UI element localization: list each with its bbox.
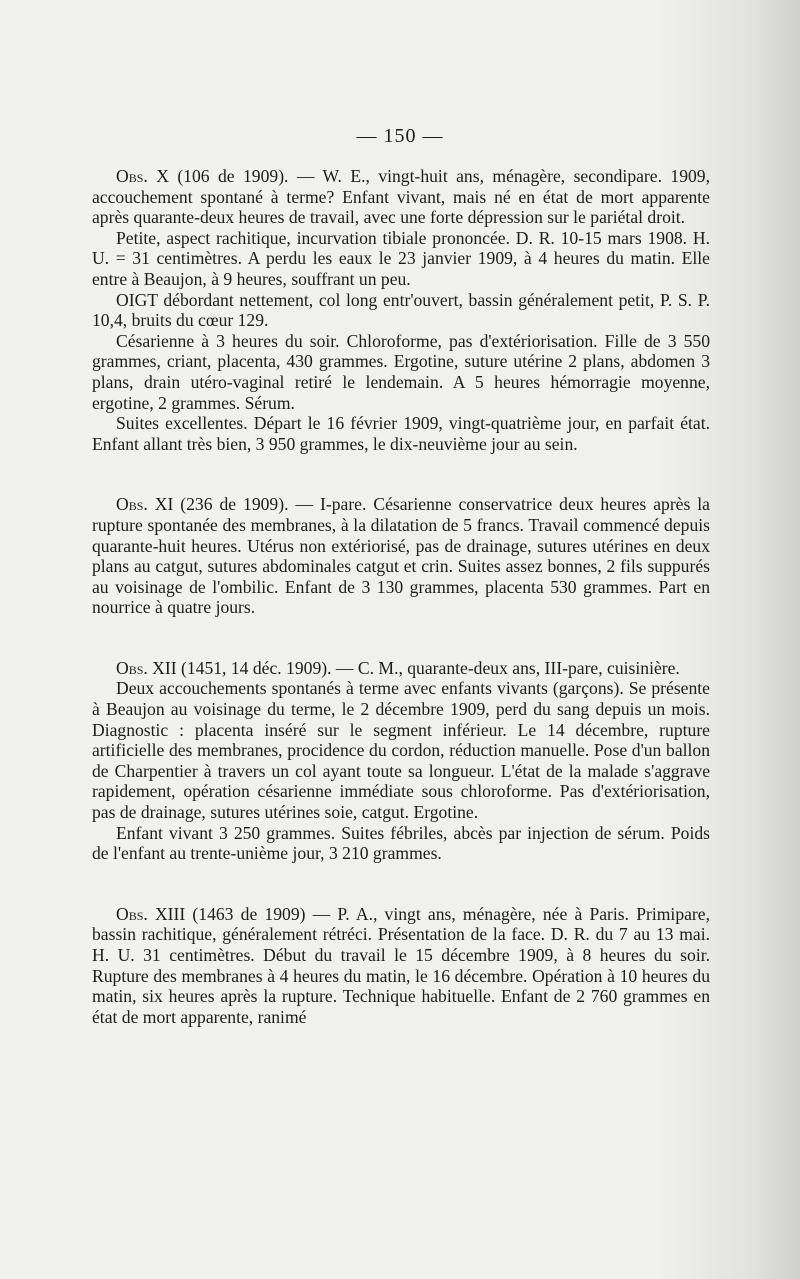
paragraph bbox=[92, 658, 710, 679]
page-body bbox=[92, 166, 710, 1027]
paragraph bbox=[92, 494, 710, 618]
section-gap bbox=[92, 618, 710, 658]
paragraph: Césarienne à 3 heures du soir. Chloroforme, pas d'extériorisation. Fille de 3 550 grammes, criant, placenta, 430 grammes. Ergotine, suture utérine 2 plans, abdomen 3 plans, drain utéro-vaginal retiré le lendemain. A 5 heures hémorragie moyenne, ergotine, 2 grammes. Sérum. bbox=[92, 330, 710, 413]
observation-label: Obs. XIII bbox=[116, 903, 186, 924]
paragraph bbox=[92, 904, 710, 1028]
observation-label: Obs. XII bbox=[116, 657, 177, 678]
paragraph: Deux accouchements spontanés à terme avec enfants vivants (garçons). Se présente à Beaujon au voisinage du terme, le 2 décembre 1909, perd du sang depuis un mois. Diagnostic : placenta inséré sur le segment inférieur. Le 14 décembre, rupture artificielle des membranes, procidence du cordon, réduction manuelle. Pose d'un ballon de Charpentier à travers un col ayant toute sa longueur. L'état de la malade s'aggrave rapidement, opération césarienne immédiate sous chloroforme. Pas d'extériorisation, pas de drainage, sutures utérines soie, catgut. Ergotine. bbox=[92, 678, 710, 823]
section-gap bbox=[92, 454, 710, 494]
paragraph: Petite, aspect rachitique, incurvation tibiale prononcée. D. R. 10-15 mars 1908. H. U. = 31 centimètres. A perdu les eaux le 23 janvier 1909, à 4 heures du matin. Elle entre à Beaujon, à 9 heures, souffrant un peu. bbox=[92, 227, 710, 289]
observation-xiii bbox=[92, 904, 710, 1028]
paragraph: Enfant vivant 3 250 grammes. Suites fébriles, abcès par injection de sérum. Poids de l'enfant au trente-unième jour, 3 210 grammes. bbox=[92, 822, 710, 864]
observation-xi bbox=[92, 494, 710, 618]
observation-xii bbox=[92, 658, 710, 864]
observation-label: Obs. XI bbox=[116, 494, 174, 515]
paragraph-text: (1451, 14 déc. 1909). — C. M., quarante-deux ans, III-pare, cuisinière. bbox=[176, 657, 680, 678]
paragraph: Suites excellentes. Départ le 16 février 1909, vingt-quatrième jour, en parfait état. Enfant allant très bien, 3 950 grammes, le dix-neuvième jour au sein. bbox=[92, 413, 710, 454]
paragraph-text: (236 de 1909). — I-pare. Césarienne conservatrice deux heures après la rupture spontanée des membranes, à la dilatation de 5 francs. Travail commencé depuis quarante-huit heures. Utérus non extériorisé, pas de drainage, sutures utérines en deux plans au catgut, sutures abdominales catgut et crin. Suites assez bonnes, 2 fils suppurés au voisinage de l'ombilic. Enfant de 3 130 grammes, placenta 530 grammes. Part en nourrice à quatre jours. bbox=[92, 494, 710, 618]
paragraph-text: (106 de 1909). — W. E., vingt-huit ans, ménagère, secondipare. 1909, accouchement spontané à terme? Enfant vivant, mais né en état de mort apparente après quarante-deux heures de travail, avec une forte dépression sur le pariétal droit. bbox=[92, 166, 710, 228]
page-number: — 150 — bbox=[356, 125, 444, 147]
paragraph: OIGT débordant nettement, col long entr'ouvert, bassin généralement petit, P. S. P. 10,4, bruits du cœur 129. bbox=[92, 289, 710, 331]
section-gap bbox=[92, 864, 710, 904]
observation-label: Obs. X bbox=[116, 166, 169, 186]
paragraph-text: (1463 de 1909) — P. A., vingt ans, ménagère, née à Paris. Primipare, bassin rachitique, généralement rétréci. Présentation de la face. D. R. du 7 au 13 mai. H. U. 31 centimètres. Début du travail le 15 décembre 1909, à 8 heures du soir. Rupture des membranes à 4 heures du matin, le 16 décembre. Opération à 10 heures du matin, six heures après la rupture. Technique habituelle. Enfant de 2 760 grammes en état de mort apparente, ranimé bbox=[92, 903, 710, 1027]
paragraph bbox=[92, 166, 710, 228]
observation-x bbox=[92, 166, 710, 454]
